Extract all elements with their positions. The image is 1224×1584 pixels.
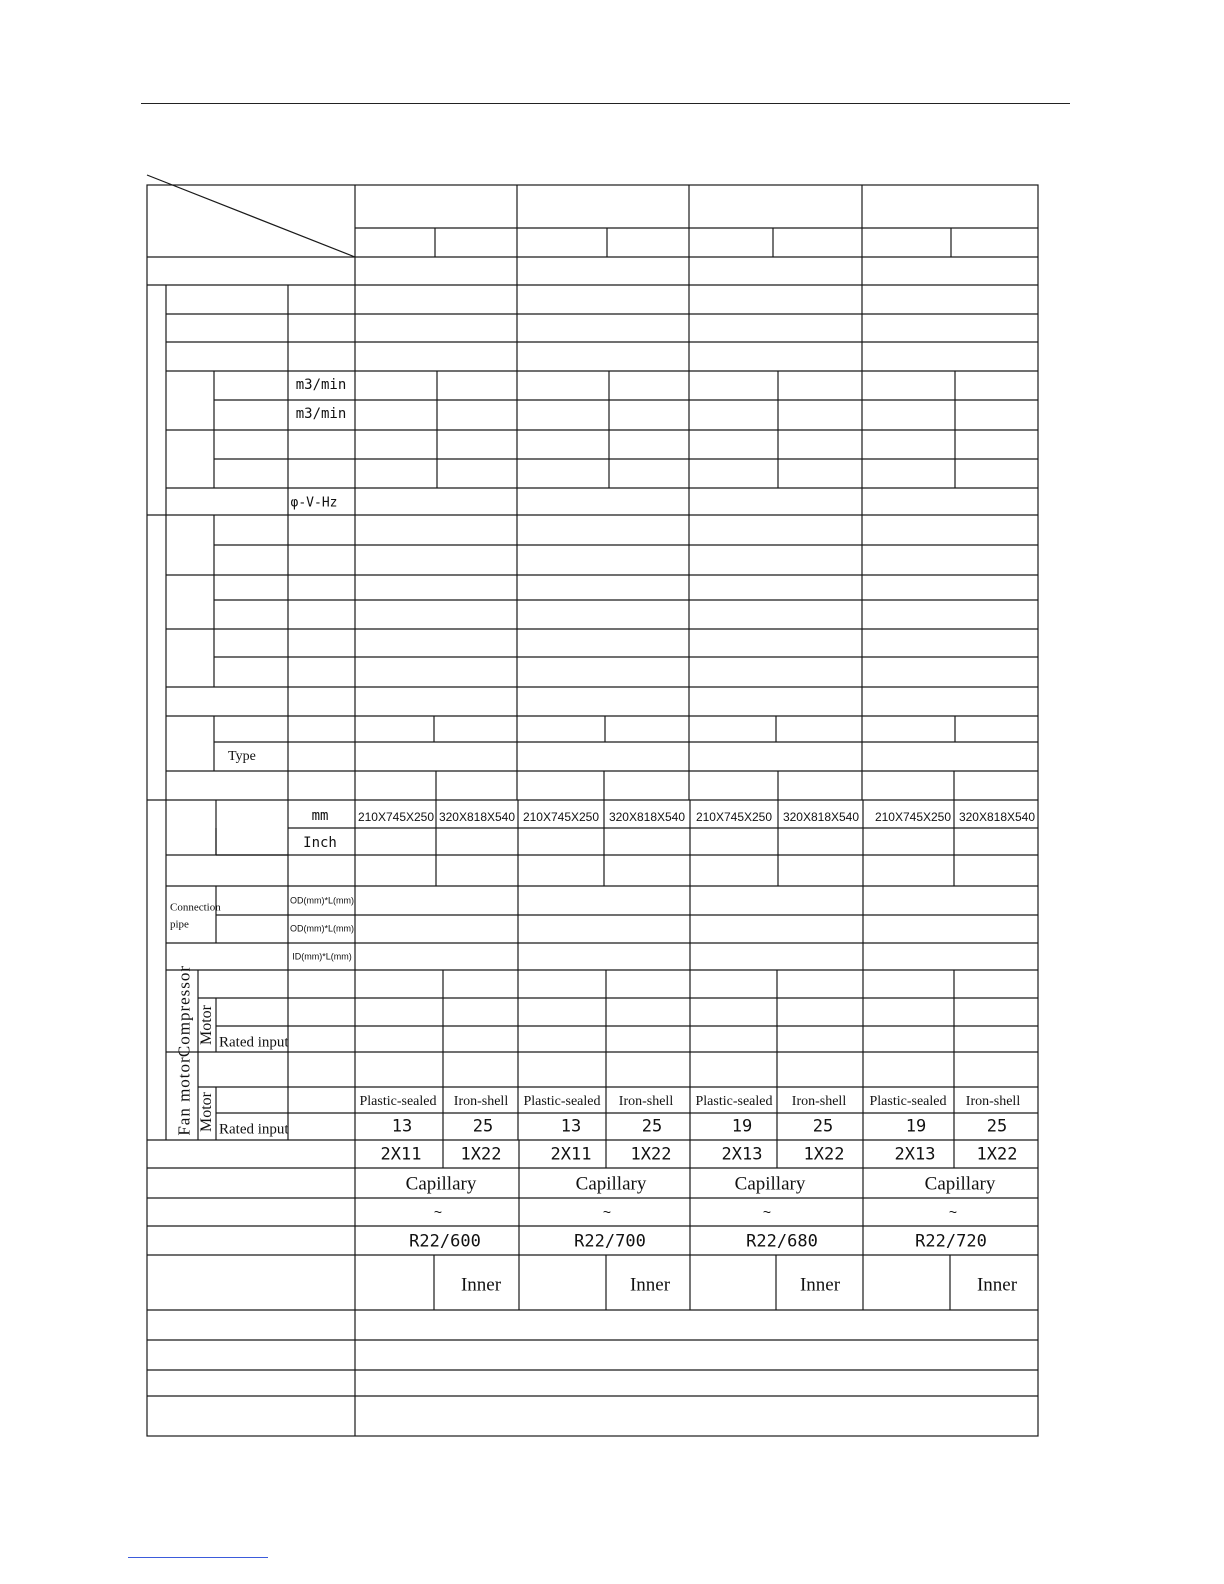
inner-cell: Inner	[799, 1274, 841, 1296]
fan-type-cell: Iron-shell	[618, 1094, 674, 1109]
fan-type-cell: Iron-shell	[453, 1094, 509, 1109]
capacitor-cell: 2X11	[550, 1144, 592, 1165]
compressor-label: Compressor	[174, 964, 194, 1058]
fan-motor-label: Fan motor	[174, 1056, 194, 1136]
inner-cell: Inner	[976, 1274, 1018, 1296]
refrigerant-cell: R22/720	[915, 1231, 987, 1252]
unit-pipe-1: OD(mm)*L(mm)	[290, 895, 354, 906]
tilde-cell: ~	[433, 1204, 443, 1220]
fan-type-cell: Iron-shell	[791, 1094, 847, 1109]
fan-rated-input-cell: 25	[812, 1116, 834, 1137]
fan-rated-input-cell: 25	[986, 1116, 1008, 1137]
capacitor-cell: 1X22	[976, 1144, 1018, 1165]
throttle-cell: Capillary	[405, 1173, 477, 1195]
dimension-cell: 320X818X540	[782, 810, 860, 824]
compressor-motor-label: Motor	[198, 1005, 215, 1045]
refrigerant-cell: R22/680	[746, 1231, 818, 1252]
type-label: Type	[228, 749, 256, 764]
throttle-cell: Capillary	[575, 1173, 647, 1195]
unit-inch: Inch	[303, 835, 337, 851]
tilde-cell: ~	[948, 1204, 958, 1220]
dimension-cell: 320X818X540	[608, 810, 686, 824]
unit-mm: mm	[311, 808, 329, 824]
compressor-rated-input-label: Rated input	[219, 1034, 289, 1051]
refrigerant-cell: R22/700	[574, 1231, 646, 1252]
fan-rated-input-cell: 13	[560, 1116, 582, 1137]
throttle-cell: Capillary	[924, 1173, 996, 1195]
fan-type-cell: Plastic-sealed	[695, 1094, 773, 1109]
unit-pipe-2: OD(mm)*L(mm)	[290, 923, 354, 934]
fan-type-cell: Plastic-sealed	[869, 1094, 947, 1109]
fan-type-cell: Iron-shell	[965, 1094, 1021, 1109]
dimension-cell: 210X745X250	[695, 810, 773, 824]
tilde-cell: ~	[762, 1204, 772, 1220]
capacitor-cell: 2X11	[380, 1144, 422, 1165]
connection-pipe-label: Connection pipe	[170, 901, 221, 930]
throttle-cell: Capillary	[734, 1173, 806, 1195]
capacitor-cell: 1X22	[460, 1144, 502, 1165]
unit-pipe-3: ID(mm)*L(mm)	[292, 951, 352, 962]
dimension-cell: 210X745X250	[874, 810, 952, 824]
capacitor-cell: 1X22	[630, 1144, 672, 1165]
dimension-cell: 210X745X250	[522, 810, 600, 824]
capacitor-cell: 1X22	[803, 1144, 845, 1165]
fan-type-cell: Plastic-sealed	[523, 1094, 601, 1109]
fan-rated-input-cell: 25	[472, 1116, 494, 1137]
capacitor-cell: 2X13	[894, 1144, 936, 1165]
footer-link-underline	[128, 1557, 268, 1558]
dimension-cell: 320X818X540	[438, 810, 516, 824]
fan-rated-input-cell: 19	[905, 1116, 927, 1137]
fan-motor-motor-label: Motor	[198, 1092, 215, 1132]
dimension-cell: 320X818X540	[958, 810, 1036, 824]
unit-airflow-1: m3/min	[295, 377, 347, 393]
fan-rated-input-label: Rated input	[219, 1121, 289, 1138]
unit-power-supply: φ-V-Hz	[290, 495, 338, 511]
unit-airflow-2: m3/min	[295, 406, 347, 422]
dimension-cell: 210X745X250	[357, 810, 435, 824]
inner-cell: Inner	[629, 1274, 671, 1296]
fan-rated-input-cell: 19	[731, 1116, 753, 1137]
fan-rated-input-cell: 13	[391, 1116, 413, 1137]
tilde-cell: ~	[602, 1204, 612, 1220]
refrigerant-cell: R22/600	[409, 1231, 481, 1252]
fan-rated-input-cell: 25	[641, 1116, 663, 1137]
capacitor-cell: 2X13	[721, 1144, 763, 1165]
inner-cell: Inner	[460, 1274, 502, 1296]
fan-type-cell: Plastic-sealed	[359, 1094, 437, 1109]
